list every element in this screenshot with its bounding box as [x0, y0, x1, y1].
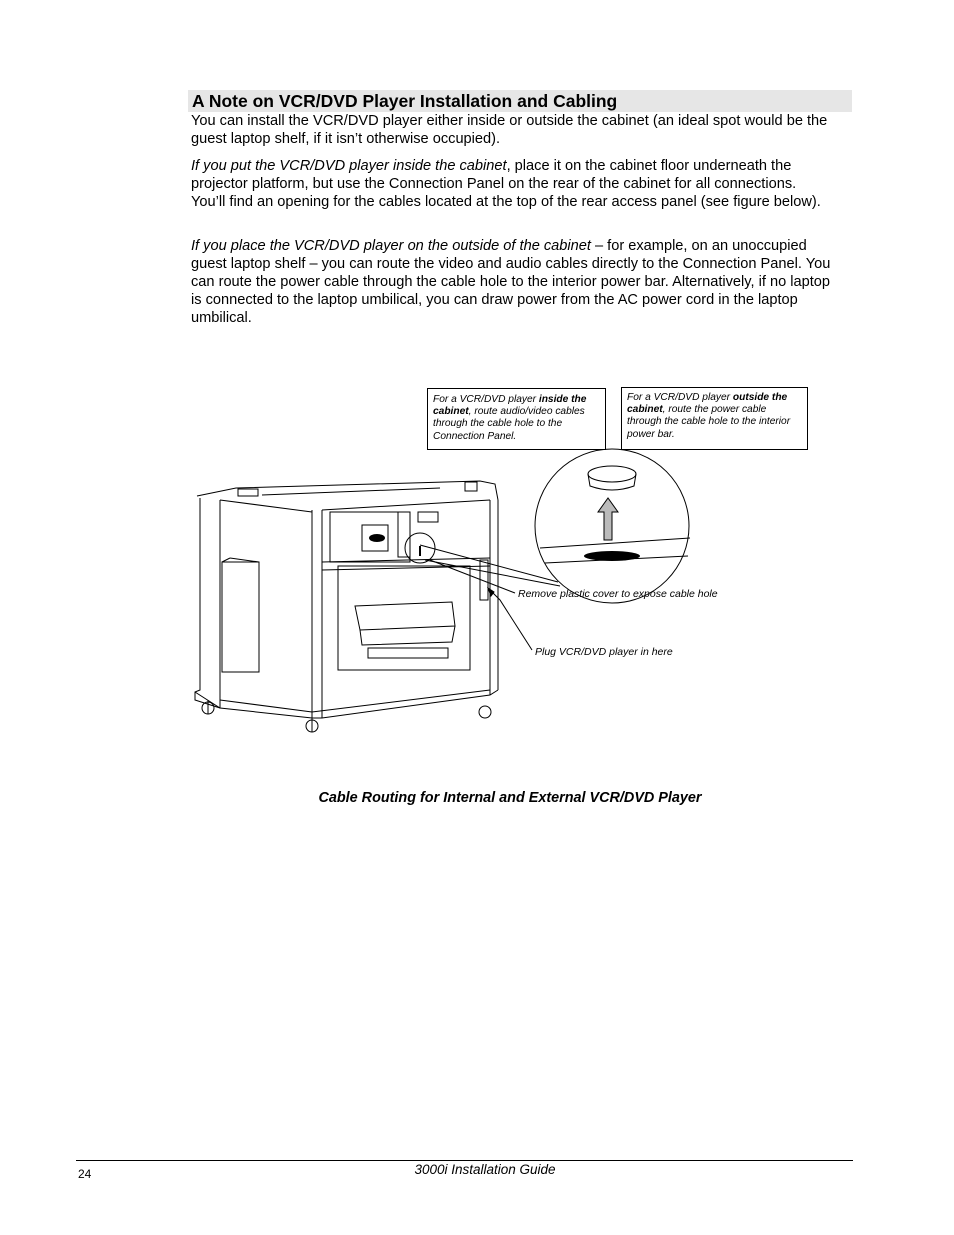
callout-outside-cabinet	[621, 387, 808, 450]
page-number: 24	[78, 1167, 92, 1181]
top-bracket-left	[238, 489, 258, 496]
paragraph-outside-lead: If you place the VCR/DVD player on the outside of the cabinet	[191, 238, 591, 254]
paragraph-inside-lead: If you put the VCR/DVD player inside the cabinet	[191, 158, 507, 174]
cabinet-side-top	[220, 500, 312, 512]
section-heading: A Note on VCR/DVD Player Installation and Cabling	[192, 91, 618, 111]
connection-panel-box	[418, 512, 438, 522]
cabinet-front-top	[322, 500, 490, 510]
bin-slot	[368, 648, 448, 658]
callout-inside-bold: inside the cabinet	[433, 394, 587, 418]
callout-outside-post: , route the power cable through the cable hole to the interior power bar.	[627, 404, 791, 440]
remove-label-leader	[430, 560, 515, 593]
cabinet-left-edge	[195, 498, 220, 708]
cabinet-top-edge	[197, 481, 498, 500]
footer-divider	[76, 1160, 853, 1161]
bin-bottom	[360, 626, 455, 645]
callout-inside-post: , route audio/video cables through the cable hole to the Connection Panel.	[433, 406, 585, 442]
side-panel-bevel-2	[230, 558, 259, 562]
cable-hole-icon	[584, 551, 640, 561]
side-panel-bevel	[222, 558, 230, 562]
bin-front	[355, 602, 455, 630]
plug-arrow-icon	[488, 588, 494, 596]
top-rail-line	[262, 488, 440, 495]
leader-line-2	[425, 560, 560, 586]
label-plug-player: Plug VCR/DVD player in here	[535, 646, 673, 658]
callout-outside-pre: For a VCR/DVD player	[627, 392, 733, 403]
figure-caption: Cable Routing for Internal and External VCR/DVD Player	[318, 790, 702, 806]
side-panel	[222, 562, 259, 672]
connection-panel-icon	[369, 534, 385, 542]
plastic-cover-top	[588, 466, 636, 482]
label-remove-cover: Remove plastic cover to expose cable hole	[518, 588, 718, 600]
callout-outside-bold: outside the cabinet	[627, 392, 788, 416]
paragraph-outside-body: – for example, on an unoccupied guest laptop shelf – you can route the video and audio cables directly to the Connection Panel. You can route the power cable through the cable hole to the interior power bar. Alternatively, if no laptop is connected to the laptop umbilical, you can draw power from the AC power cord in the laptop umbilical.	[191, 238, 831, 326]
paragraph-intro: You can install the VCR/DVD player either inside or outside the cabinet (an ideal spot would be the guest laptop shelf, if it isn’t otherwise occupied).	[191, 113, 828, 147]
paragraph-inside-body: , place it on the cabinet floor underneath the projector platform, but use the Connection Panel on the rear of the cabinet for all connections. You’ll find an opening for the cables located at the top of the rear access panel (see figure below).	[191, 158, 821, 210]
connection-panel-strip	[398, 512, 410, 557]
callout-inside-cabinet	[427, 388, 606, 450]
top-bracket-right	[465, 482, 477, 491]
caster-right	[479, 706, 491, 718]
up-arrow-icon	[598, 498, 618, 540]
detail-surface-top	[540, 538, 690, 548]
shelf-line	[322, 558, 490, 562]
footer-title: 3000i Installation Guide	[414, 1162, 556, 1177]
callout-inside-pre: For a VCR/DVD player	[433, 394, 539, 405]
